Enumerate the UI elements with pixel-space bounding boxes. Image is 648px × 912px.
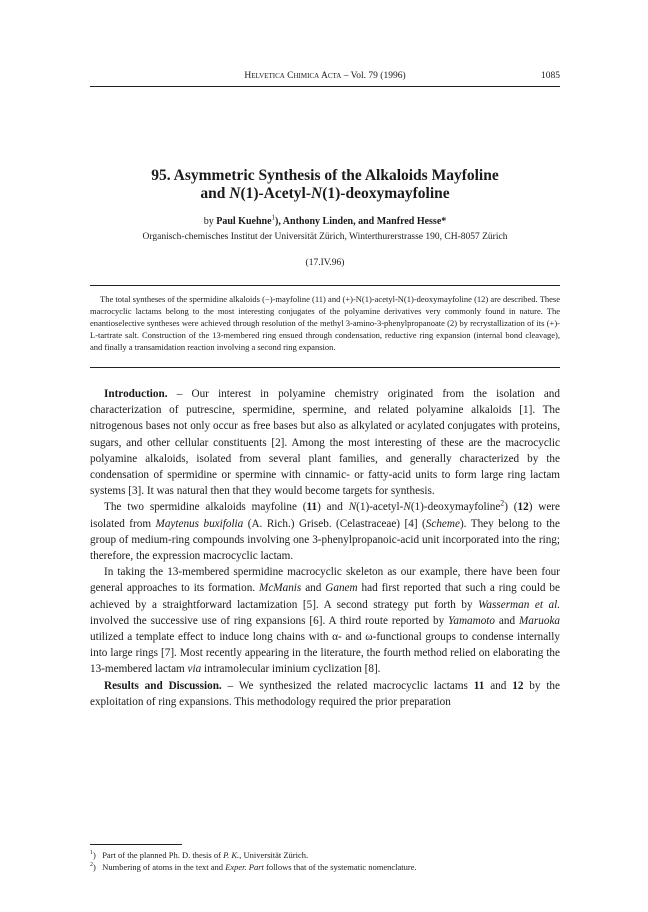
footnote-2: $^2$) Numbering of atoms in the text and Exper. Part follows that of the systematic nomenclature.: [90, 862, 417, 872]
abstract-text: The total syntheses of the spermidine alkaloids (−)-mayfoline (11) and (+)-N(1)-acetyl-N(1)-deoxymayfoline (12) are described. These macrocyclic lactams belong to the most interesting conjugates of the polyamine derivatives very commonly found in nature. The enantioselective syntheses were achieved through resolution of the methyl 3-amino-3-phenylpropanoate (2) by recrystallization of its (+)-L-tartrate salt. Construction of the 13-membered ring ensued through condensation, reductive ring expansion (internal bond cleavage), and finally a transamidation reaction involving a second ring expansion.: [90, 294, 560, 353]
article-number: 95.: [151, 167, 171, 184]
paragraph-alkaloids: The two spermidine alkaloids mayfoline (11) and N(1)-acetyl-N(1)-deoxymayfoline$^2$) (12) were isolated from Maytenus buxifolia (A. Rich.) Griseb. (Celastraceae) [4] (Scheme). They belong to the group of medium-ring compounds involving one 3-phenylpropanoic-acid unit incorporated into the ring; therefore, the expression macrocyclic lactam.: [90, 498, 560, 563]
page-number: 1085: [541, 71, 560, 81]
abstract-top-rule: [90, 285, 560, 286]
abstract: [90, 293, 560, 353]
author-line: by Paul Kuehne$^1$), Anthony Linden, and Manfred Hesse*: [203, 213, 447, 227]
footnotes: [90, 849, 560, 873]
footnote-rule: [90, 844, 182, 845]
paragraph-introduction: Introduction. – Our interest in polyamine chemistry originated from the isolation and characterization of putrescine, spermidine, spermine, and related polyamine alkaloids [1]. The nitrogenous bases not only occur as free bases but also as alkylated or acylated conjugates with proteins, sugars, and other cellular constituents [2]. Among the most interesting of these are the macrocyclic polyamine alkaloids, isolated from several plant families, and generally characterized by the condensation of spermidine or spermine with cinnamic- or fatty-acid units to form large ring lactam systems [3]. It was natural then that they would become targets for synthesis.: [90, 388, 560, 498]
paragraph-results: Results and Discussion. – We synthesized the related macrocyclic lactams 11 and 12 by the exploitation of ring expansions. This methodology required the prior preparation: [90, 679, 560, 708]
main-text: [90, 386, 560, 710]
abstract-bottom-rule: [90, 367, 560, 368]
footnote-1: $^1$) Part of the planned Ph. D. thesis of P. K., Universität Zürich.: [90, 850, 309, 860]
article-title: 95. Asymmetric Synthesis of the Alkaloids Mayfoline and N(1)-Acetyl-N(1)-deoxymayfoline: [151, 167, 499, 202]
header-rule: [90, 86, 560, 87]
affiliation: Organisch-chemisches Institut der Universität Zürich, Winterthurerstrasse 190, CH-8057 Zürich: [142, 232, 508, 242]
journal-running-title: Helvetica Chimica Acta – Vol. 79 (1996): [244, 71, 406, 81]
paragraph-approaches: In taking the 13-membered spermidine macrocyclic skeleton as our example, there have been four general approaches to its formation. McManis and Ganem had first reported that such a ring could be achieved by a straightforward lactamization [5]. A second strategy put forth by Wasserman et al. involved the successive use of ring expansions [6]. A third route reported by Yamamoto and Maruoka utilized a template effect to induce long chains with α- and ω-functional groups to condense internally into large rings [7]. Most recently appearing in the literature, the fourth method relied on elaborating the 13-membered lactam via intramolecular iminium cyclization [8].: [90, 566, 560, 676]
received-date: (17.IV.96): [305, 258, 345, 268]
